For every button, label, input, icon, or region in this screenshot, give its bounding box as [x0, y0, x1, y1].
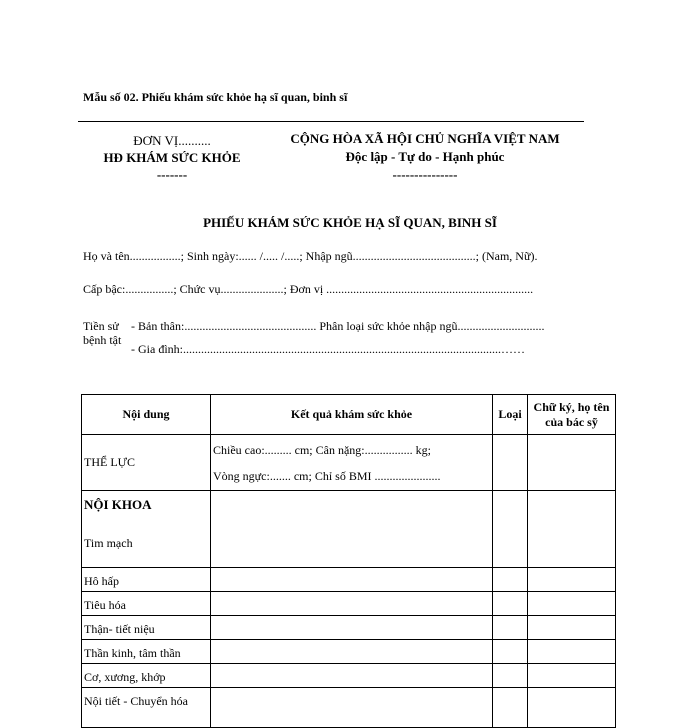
header-divider — [78, 121, 584, 122]
table-row — [82, 616, 616, 640]
header-content: Nội dung — [82, 395, 211, 435]
rank-unit-line: Cấp bậc:................; Chức vụ.....................; Đơn vị ..................................................................... — [83, 282, 534, 296]
motto-dash: --------------- — [392, 167, 458, 182]
personal-info-line: Họ và tên.................; Sinh ngày:...... /..... /.....; Nhập ngũ.........................................; (Nam, Nữ). — [83, 249, 538, 263]
table-row — [82, 435, 616, 491]
the-luc-result — [211, 435, 493, 491]
exam-table — [81, 394, 616, 728]
table-row-label: Tiêu hóa — [82, 592, 211, 616]
table-row-label: Thận- tiết niệu — [82, 616, 211, 640]
table-row — [82, 640, 616, 664]
grade-cell — [493, 592, 528, 616]
result-cell — [211, 592, 493, 616]
table-row-label: Cơ, xương, khớp — [82, 664, 211, 688]
unit-header — [92, 132, 252, 183]
table-row-label: Nội tiết - Chuyển hóa — [82, 688, 211, 728]
table-row — [82, 592, 616, 616]
signature-cell — [528, 435, 616, 491]
grade-cell — [493, 435, 528, 491]
chest-bmi-line: Vòng ngực:....... cm; Chỉ số BMI ...................... — [213, 468, 441, 483]
table-row — [82, 568, 616, 592]
form-number: Mẫu số 02. Phiếu khám sức khỏe hạ sĩ quan, binh sĩ — [83, 90, 348, 104]
unit-name: ĐƠN VỊ.......... — [133, 133, 211, 148]
signature-cell — [528, 640, 616, 664]
grade-cell — [493, 568, 528, 592]
health-board-name: HĐ KHÁM SỨC KHỎE — [103, 150, 241, 165]
country-name: CỘNG HÒA XÃ HỘI CHỦ NGHĨA VIỆT NAM — [290, 131, 560, 146]
signature-cell — [528, 616, 616, 640]
header-result: Kết quả khám sức khỏe — [211, 395, 493, 435]
grade-cell — [493, 616, 528, 640]
history-family-line: - Gia đình:..........................................................................................................…… — [131, 342, 525, 356]
result-cell — [211, 568, 493, 592]
noi-khoa-label: NỘI KHOA — [84, 497, 152, 512]
signature-cell — [528, 664, 616, 688]
grade-cell — [493, 640, 528, 664]
table-row — [82, 491, 616, 568]
national-motto: Độc lập - Tự do - Hạnh phúc — [345, 149, 505, 164]
table-row-label: Hô hấp — [82, 568, 211, 592]
table-header-row — [82, 395, 616, 435]
result-cell — [211, 491, 493, 568]
history-label-1: Tiền sử — [83, 319, 119, 333]
grade-cell — [493, 664, 528, 688]
header-doctor-signature: Chữ ký, họ tên của bác sỹ — [528, 395, 616, 435]
history-self-line: - Bản thân:............................................ Phân loại sức khỏe nhập ngũ............................. — [131, 319, 545, 333]
grade-cell — [493, 491, 528, 568]
table-row-label: Tim mạch — [84, 536, 133, 550]
signature-cell — [528, 592, 616, 616]
document-title: PHIẾU KHÁM SỨC KHỎE HẠ SĨ QUAN, BINH SĨ — [203, 215, 497, 230]
header-grade: Loại — [493, 395, 528, 435]
grade-cell — [493, 688, 528, 728]
national-header — [270, 130, 580, 184]
table-row — [82, 688, 616, 728]
result-cell — [211, 616, 493, 640]
signature-cell — [528, 568, 616, 592]
noi-khoa-cell — [82, 491, 211, 568]
history-label-2: bệnh tật — [83, 333, 122, 347]
result-cell — [211, 640, 493, 664]
the-luc-label: THỂ LỰC — [82, 435, 211, 491]
table-row-label: Thần kinh, tâm thần — [82, 640, 211, 664]
height-weight-line: Chiều cao:......... cm; Cân nặng:................ kg; — [213, 442, 431, 457]
result-cell — [211, 688, 493, 728]
result-cell — [211, 664, 493, 688]
signature-cell — [528, 491, 616, 568]
table-row — [82, 664, 616, 688]
signature-cell — [528, 688, 616, 728]
unit-dash: ------- — [156, 167, 188, 182]
